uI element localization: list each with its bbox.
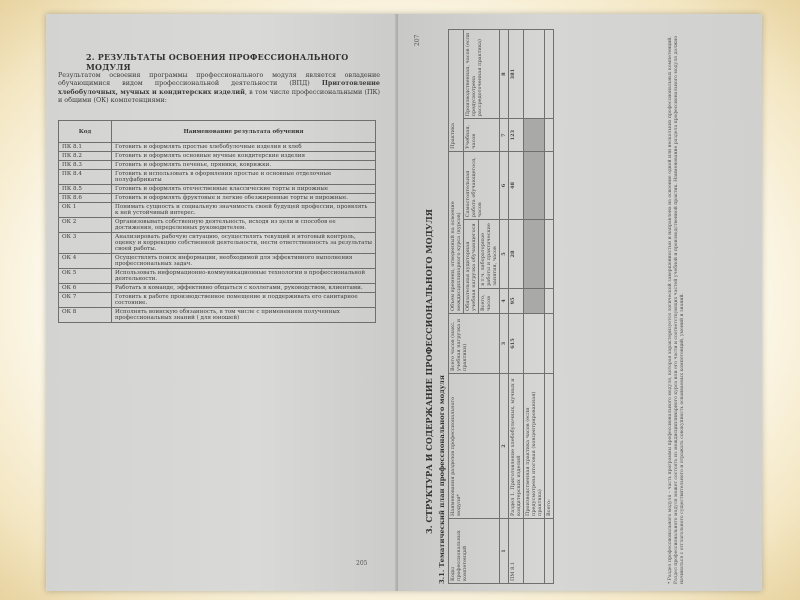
table-row xyxy=(59,293,376,308)
row-code: ОК 5 xyxy=(59,269,112,284)
header-codes: Коды профессиональных компетенций xyxy=(449,519,500,584)
row-total xyxy=(524,314,545,374)
table-row xyxy=(59,308,376,323)
header-educational: Учебная, часов xyxy=(464,119,500,152)
left-page xyxy=(46,14,398,591)
thematic-plan-table xyxy=(448,29,554,584)
row-mandatory xyxy=(524,288,545,313)
column-number: 5 xyxy=(500,220,509,289)
row-code: ПК 8.4 xyxy=(59,170,112,185)
rotated-page-content xyxy=(414,24,748,584)
row-name: Раздел 1. Приготовление хлебобулочных, мучных и кондитерских изделий xyxy=(509,374,524,519)
header-independent: Самостоятельная работа обучающегося, часов xyxy=(464,151,500,219)
table-row xyxy=(524,30,545,584)
row-independent xyxy=(524,151,545,219)
column-number: 3 xyxy=(500,314,509,374)
row-mandatory: 95 xyxy=(509,288,524,313)
row-text: Понимать сущность и социальную значимость своей будущей профессии, проявлять к ней устойчивый интерес. xyxy=(112,203,376,218)
row-industrial: 381 xyxy=(509,30,524,119)
row-code xyxy=(524,519,545,584)
page-number-right: 207 xyxy=(414,34,421,46)
right-page xyxy=(398,14,762,591)
section-heading: 2. РЕЗУЛЬТАТЫ ОСВОЕНИЯ ПРОФЕССИОНАЛЬНОГО МОДУЛЯ xyxy=(86,52,349,72)
table-row xyxy=(59,254,376,269)
row-text: Готовить к работе производственное помещение и поддерживать его санитарное состояние. xyxy=(112,293,376,308)
row-text: Организовывать собственную деятельность, исходя из цели и способов ее достижения, определенных руководителем. xyxy=(112,218,376,233)
intro-text-1: Результатом освоения программы профессионального модуля является овладение обучающимися видом профессиональной деятельности (ВПД) xyxy=(58,71,380,88)
header-labs: в т.ч. лабораторные работы и практические занятия, часов xyxy=(479,220,500,289)
column-number: 7 xyxy=(500,119,509,152)
row-text: Готовить и оформлять фруктовые и легкие обезжиренные торты и пирожные. xyxy=(112,194,376,203)
page-number-left: 205 xyxy=(356,560,368,567)
row-labs xyxy=(545,220,554,289)
row-educational xyxy=(524,119,545,152)
column-number: 4 xyxy=(500,288,509,313)
row-text: Готовить и использовать в оформлении простые и основные отделочные полуфабрикаты xyxy=(112,170,376,185)
table-row xyxy=(59,143,376,152)
row-code: ОК 7 xyxy=(59,293,112,308)
table-row xyxy=(545,30,554,584)
row-text: Готовить и оформлять отечественные классические торты и пирожные xyxy=(112,185,376,194)
row-total: 615 xyxy=(509,314,524,374)
row-labs xyxy=(524,220,545,289)
table-row xyxy=(59,152,376,161)
footnote: * Раздел профессионального модуля – часть программы профессионального модуля, которая характеризуется логической завершенностью и направлена на освоение одной или нескольких профессиональных компетенций. Раздел профессионального модуля может состоять из междисциплинарного курса или его части и соответствующих частей учебной и производственной практик. Наименование раздела профессионального модуля должно начинаться с отглагольного существительного и отражать совокупность осваиваемых компетенций, умений и знаний. xyxy=(668,35,685,584)
header-mandatory: Обязательная аудиторная учебная нагрузка обучающегося xyxy=(464,220,479,314)
row-labs: 28 xyxy=(509,220,524,289)
header-code: Код xyxy=(59,121,112,143)
row-code: ПК 8.1 xyxy=(59,143,112,152)
row-industrial xyxy=(545,30,554,119)
structure-heading: 3. СТРУКТУРА И СОДЕРЖАНИЕ ПРОФЕССИОНАЛЬНОГО МОДУЛЯ xyxy=(424,209,434,534)
intro-text-2: , в том числе профессиональными (ПК) и общими (ОК) компетенциями: xyxy=(58,87,380,105)
row-text: Осуществлять поиск информации, необходимой для эффективного выполнения профессиональных задач. xyxy=(112,254,376,269)
row-code: ПК 8.3 xyxy=(59,161,112,170)
row-code: ОК 2 xyxy=(59,218,112,233)
header-industrial: Производственная, часов (если предусмотрена рассредоточенная практика) xyxy=(464,30,500,119)
table-row xyxy=(59,185,376,194)
table-row xyxy=(59,218,376,233)
header-sections: Наименования разделов профессионального модуля* xyxy=(449,374,500,519)
column-number: 8 xyxy=(500,30,509,119)
row-code: ОК 3 xyxy=(59,233,112,254)
row-text: Готовить и оформлять простые хлебобулочные изделия и хлеб xyxy=(112,143,376,152)
row-code: ПК 8.6 xyxy=(59,194,112,203)
row-code xyxy=(545,519,554,584)
table-row xyxy=(509,30,524,584)
table-row xyxy=(59,233,376,254)
header-total: Всего, часов xyxy=(479,288,500,313)
row-text: Использовать информационно-коммуникационные технологии в профессиональной деятельности. xyxy=(112,269,376,284)
header-total-hours: Всего часов (макс. учебная нагрузка и практики) xyxy=(449,314,500,374)
table-row xyxy=(59,203,376,218)
row-code: ОК 1 xyxy=(59,203,112,218)
row-text: Работать в команде, эффективно общаться с коллегами, руководством, клиентами. xyxy=(112,284,376,293)
row-independent xyxy=(545,151,554,219)
row-independent: 48 xyxy=(509,151,524,219)
row-text: Анализировать рабочую ситуацию, осуществлять текущий и итоговый контроль, оценку и коррекцию собственной деятельности, нести ответственность за результаты своей работы. xyxy=(112,233,376,254)
column-number: 6 xyxy=(500,151,509,219)
results-table xyxy=(58,120,376,323)
column-number: 1 xyxy=(500,519,509,584)
row-total xyxy=(545,314,554,374)
intro-bold-text: Приготовление хлебобулочных, мучных и кондитерских изделий xyxy=(58,79,380,96)
book-spread-photo xyxy=(46,14,762,591)
row-text: Готовить и оформлять печенье, пряники, коврижки. xyxy=(112,161,376,170)
table-row xyxy=(59,269,376,284)
header-theory-block: Объем времени, отведенный на освоение междисциплинарного курса (курсов) xyxy=(449,151,464,313)
row-mandatory xyxy=(545,288,554,313)
row-code: ПК 8.2 xyxy=(59,152,112,161)
row-name: Производственная практика часов (если предусмотрена итоговая (концентрированная) практика) xyxy=(524,374,545,519)
header-name: Наименование результата обучения xyxy=(112,121,376,143)
row-text: Готовить и оформлять основные мучные кондитерские изделия xyxy=(112,152,376,161)
row-code: ОК 8 xyxy=(59,308,112,323)
row-name: Всего: xyxy=(545,374,554,519)
row-educational xyxy=(545,119,554,152)
row-text: Исполнять воинскую обязанность, в том числе с применением полученных профессиональных знаний ( для юношей) xyxy=(112,308,376,323)
row-industrial xyxy=(524,30,545,119)
table-row xyxy=(59,194,376,203)
row-code: ОК 6 xyxy=(59,284,112,293)
row-code: ПМ 8.1 xyxy=(509,519,524,584)
row-code: ПК 8.5 xyxy=(59,185,112,194)
plan-subheading: 3.1. Тематический план профессионального модуля xyxy=(438,375,446,584)
table-row xyxy=(59,170,376,185)
table-row xyxy=(59,284,376,293)
row-code: ОК 4 xyxy=(59,254,112,269)
column-number: 2 xyxy=(500,374,509,519)
row-educational: 123 xyxy=(509,119,524,152)
header-practice: Практика xyxy=(449,30,464,152)
intro-paragraph xyxy=(58,71,380,105)
table-row xyxy=(59,161,376,170)
